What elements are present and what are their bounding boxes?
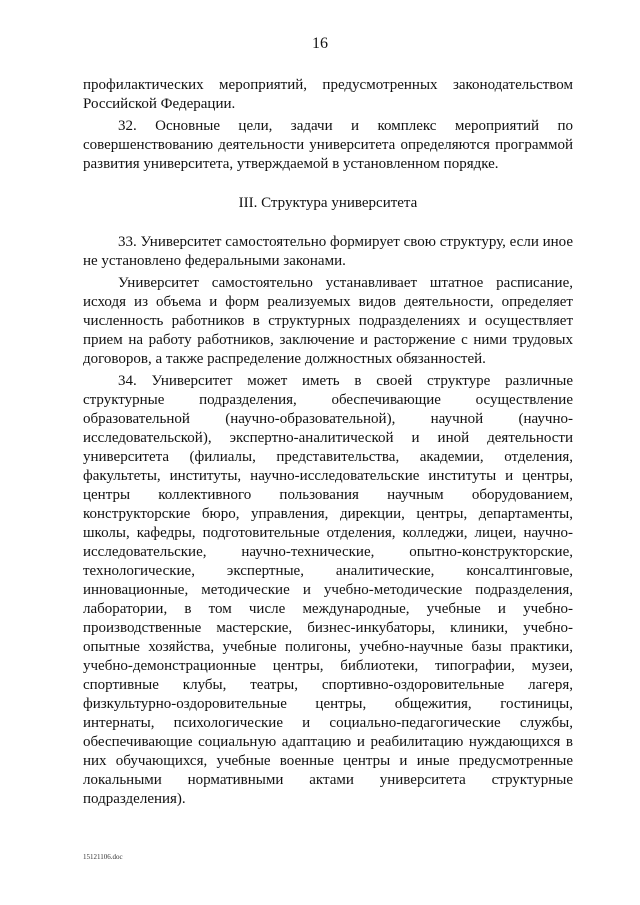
page-number: 16	[312, 35, 328, 52]
paragraph-continuation: профилактических мероприятий, предусмотренных законодательством Российской Федерации.	[83, 77, 573, 112]
paragraph-33: 33. Университет самостоятельно формирует свою структуру, если иное не установлено федеральными законами.	[83, 234, 573, 269]
paragraph-34: 34. Университет может иметь в своей структуре различные структурные подразделения, обеспечивающие осуществление образовательной (научно-образовательной), научной (научно-исследовательской), экспертно-аналитической и иной деятельности университета (филиалы, представительства, академии, отделения, факультеты, институты, научно-исследовательские институты и центры, центры коллективного пользования научным оборудованием, конструкторские бюро, управления, дирекции, центры, департаменты, школы, кафедры, подготовительные отделения, колледжи, лицеи, научно-исследовательские, научно-технические, опытно-конструкторские, технологические, экспертные, аналитические, консалтинговые, инновационные, методические и учебно-методические подразделения, лаборатории, в том числе международные, учебные и учебно-производственные мастерские, бизнес-инкубаторы, клиники, учебно-опытные хозяйства, учебные полигоны, учебно-научные базы практики, учебно-демонстрационные центры, библиотеки, типографии, музеи, спортивные клубы, театры, спортивно-оздоровительные лагеря, физкультурно-оздоровительные центры, общежития, гостиницы, интернаты, психологические и социально-педагогические службы, обеспечивающие социальную адаптацию и реабилитацию нуждающихся в них обучающихся, учебные военные центры и иные предусмотренные локальными нормативными актами университета структурные подразделения).	[83, 373, 573, 807]
section-heading: III. Структура университета	[238, 195, 418, 211]
paragraph-staffing: Университет самостоятельно устанавливает штатное расписание, исходя из объема и форм реализуемых видов деятельности, определяет численность работников в структурных подразделениях и осуществляет прием на работу работников, заключение и расторжение с ними трудовых договоров, а также распределение должностных обязанностей.	[83, 275, 573, 367]
footer-file-name: 15121106.doc	[83, 853, 123, 861]
document-body	[83, 76, 573, 809]
paragraph-32: 32. Основные цели, задачи и комплекс мероприятий по совершенствованию деятельности университета определяются программой развития университета, утверждаемой в установленном порядке.	[83, 118, 573, 172]
